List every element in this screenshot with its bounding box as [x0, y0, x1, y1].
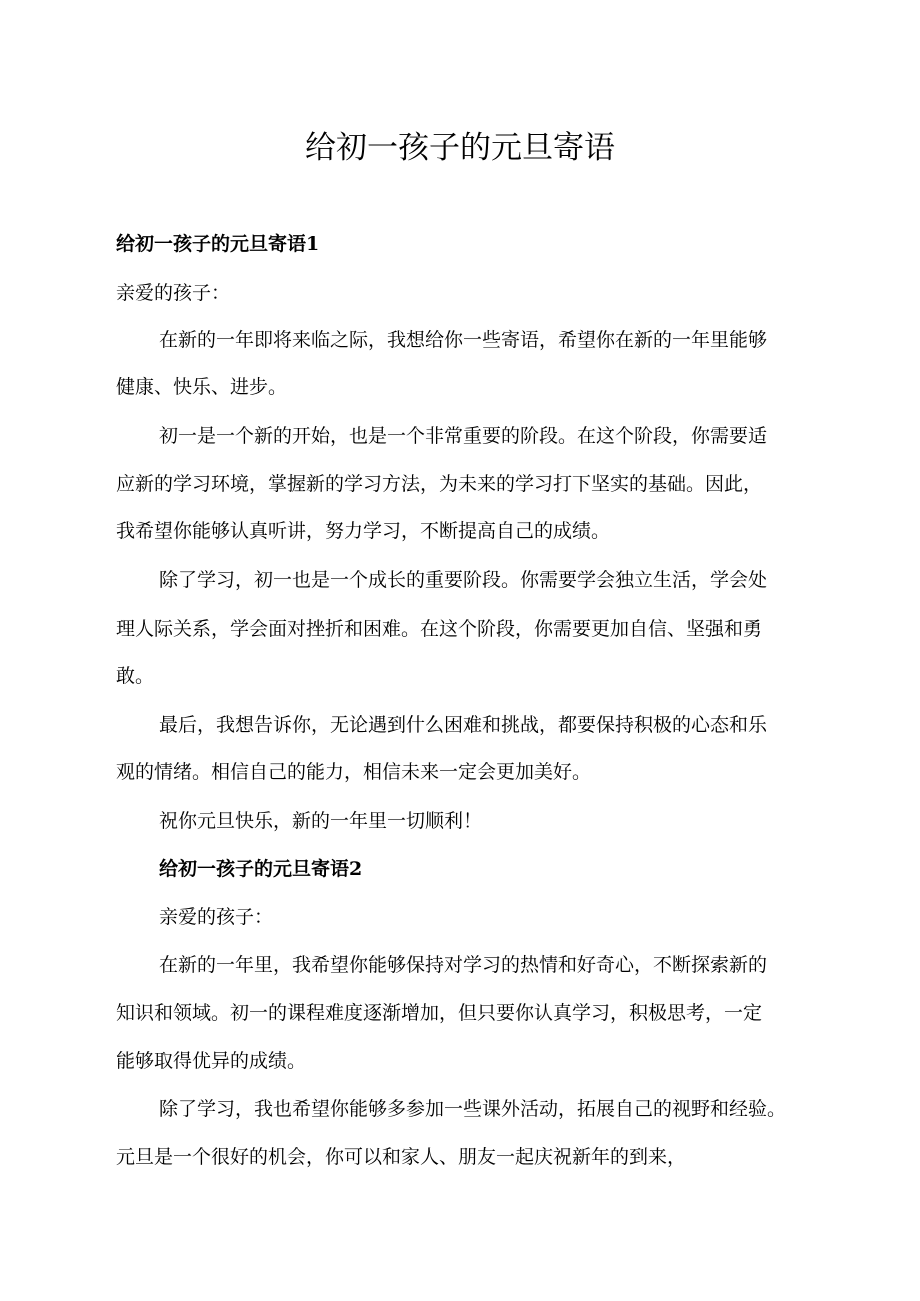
section2-line: 知识和领域。初一的课程难度逐渐增加，但只要你认真学习，积极思考，一定 — [116, 1002, 763, 1024]
section1-line: 初一是一个新的开始，也是一个非常重要的阶段。在这个阶段，你需要适 — [159, 425, 768, 447]
section1-line: 除了学习，初一也是一个成长的重要阶段。你需要学会独立生活，学会处 — [159, 569, 768, 591]
section1-salutation: 亲爱的孩子： — [116, 282, 231, 304]
document-title: 给初一孩子的元旦寄语 — [305, 130, 615, 166]
section1-line: 我希望你能够认真听讲，努力学习，不断提高自己的成绩。 — [116, 520, 611, 542]
section2-line: 在新的一年里，我希望你能够保持对学习的热情和好奇心，不断探索新的 — [159, 954, 768, 976]
section2-line: 能够取得优异的成绩。 — [116, 1050, 307, 1072]
section1-line: 观的情绪。相信自己的能力，相信未来一定会更加美好。 — [116, 761, 592, 783]
section2-line: 除了学习，我也希望你能够多参加一些课外活动，拓展自己的视野和经验。 — [159, 1098, 787, 1120]
section1-line: 最后，我想告诉你，无论遇到什么困难和挑战，都要保持积极的心态和乐 — [159, 714, 768, 736]
section1-line: 敢。 — [116, 665, 155, 687]
section2-line: 元旦是一个很好的机会，你可以和家人、朋友一起庆祝新年的到来， — [116, 1146, 687, 1168]
section1-line: 祝你元旦快乐，新的一年里一切顺利！ — [159, 810, 483, 832]
section2-heading: 给初一孩子的元旦寄语2 — [159, 858, 363, 880]
section1-line: 在新的一年即将来临之际，我想给你一些寄语，希望你在新的一年里能够 — [159, 329, 768, 351]
section2-salutation: 亲爱的孩子： — [159, 906, 274, 928]
section1-line: 理人际关系，学会面对挫折和困难。在这个阶段，你需要更加自信、坚强和勇 — [116, 618, 763, 640]
section1-heading: 给初一孩子的元旦寄语1 — [116, 233, 320, 255]
section1-line: 健康、快乐、进步。 — [116, 376, 288, 398]
section1-line: 应新的学习环境，掌握新的学习方法，为未来的学习打下坚实的基础。因此， — [116, 473, 763, 495]
